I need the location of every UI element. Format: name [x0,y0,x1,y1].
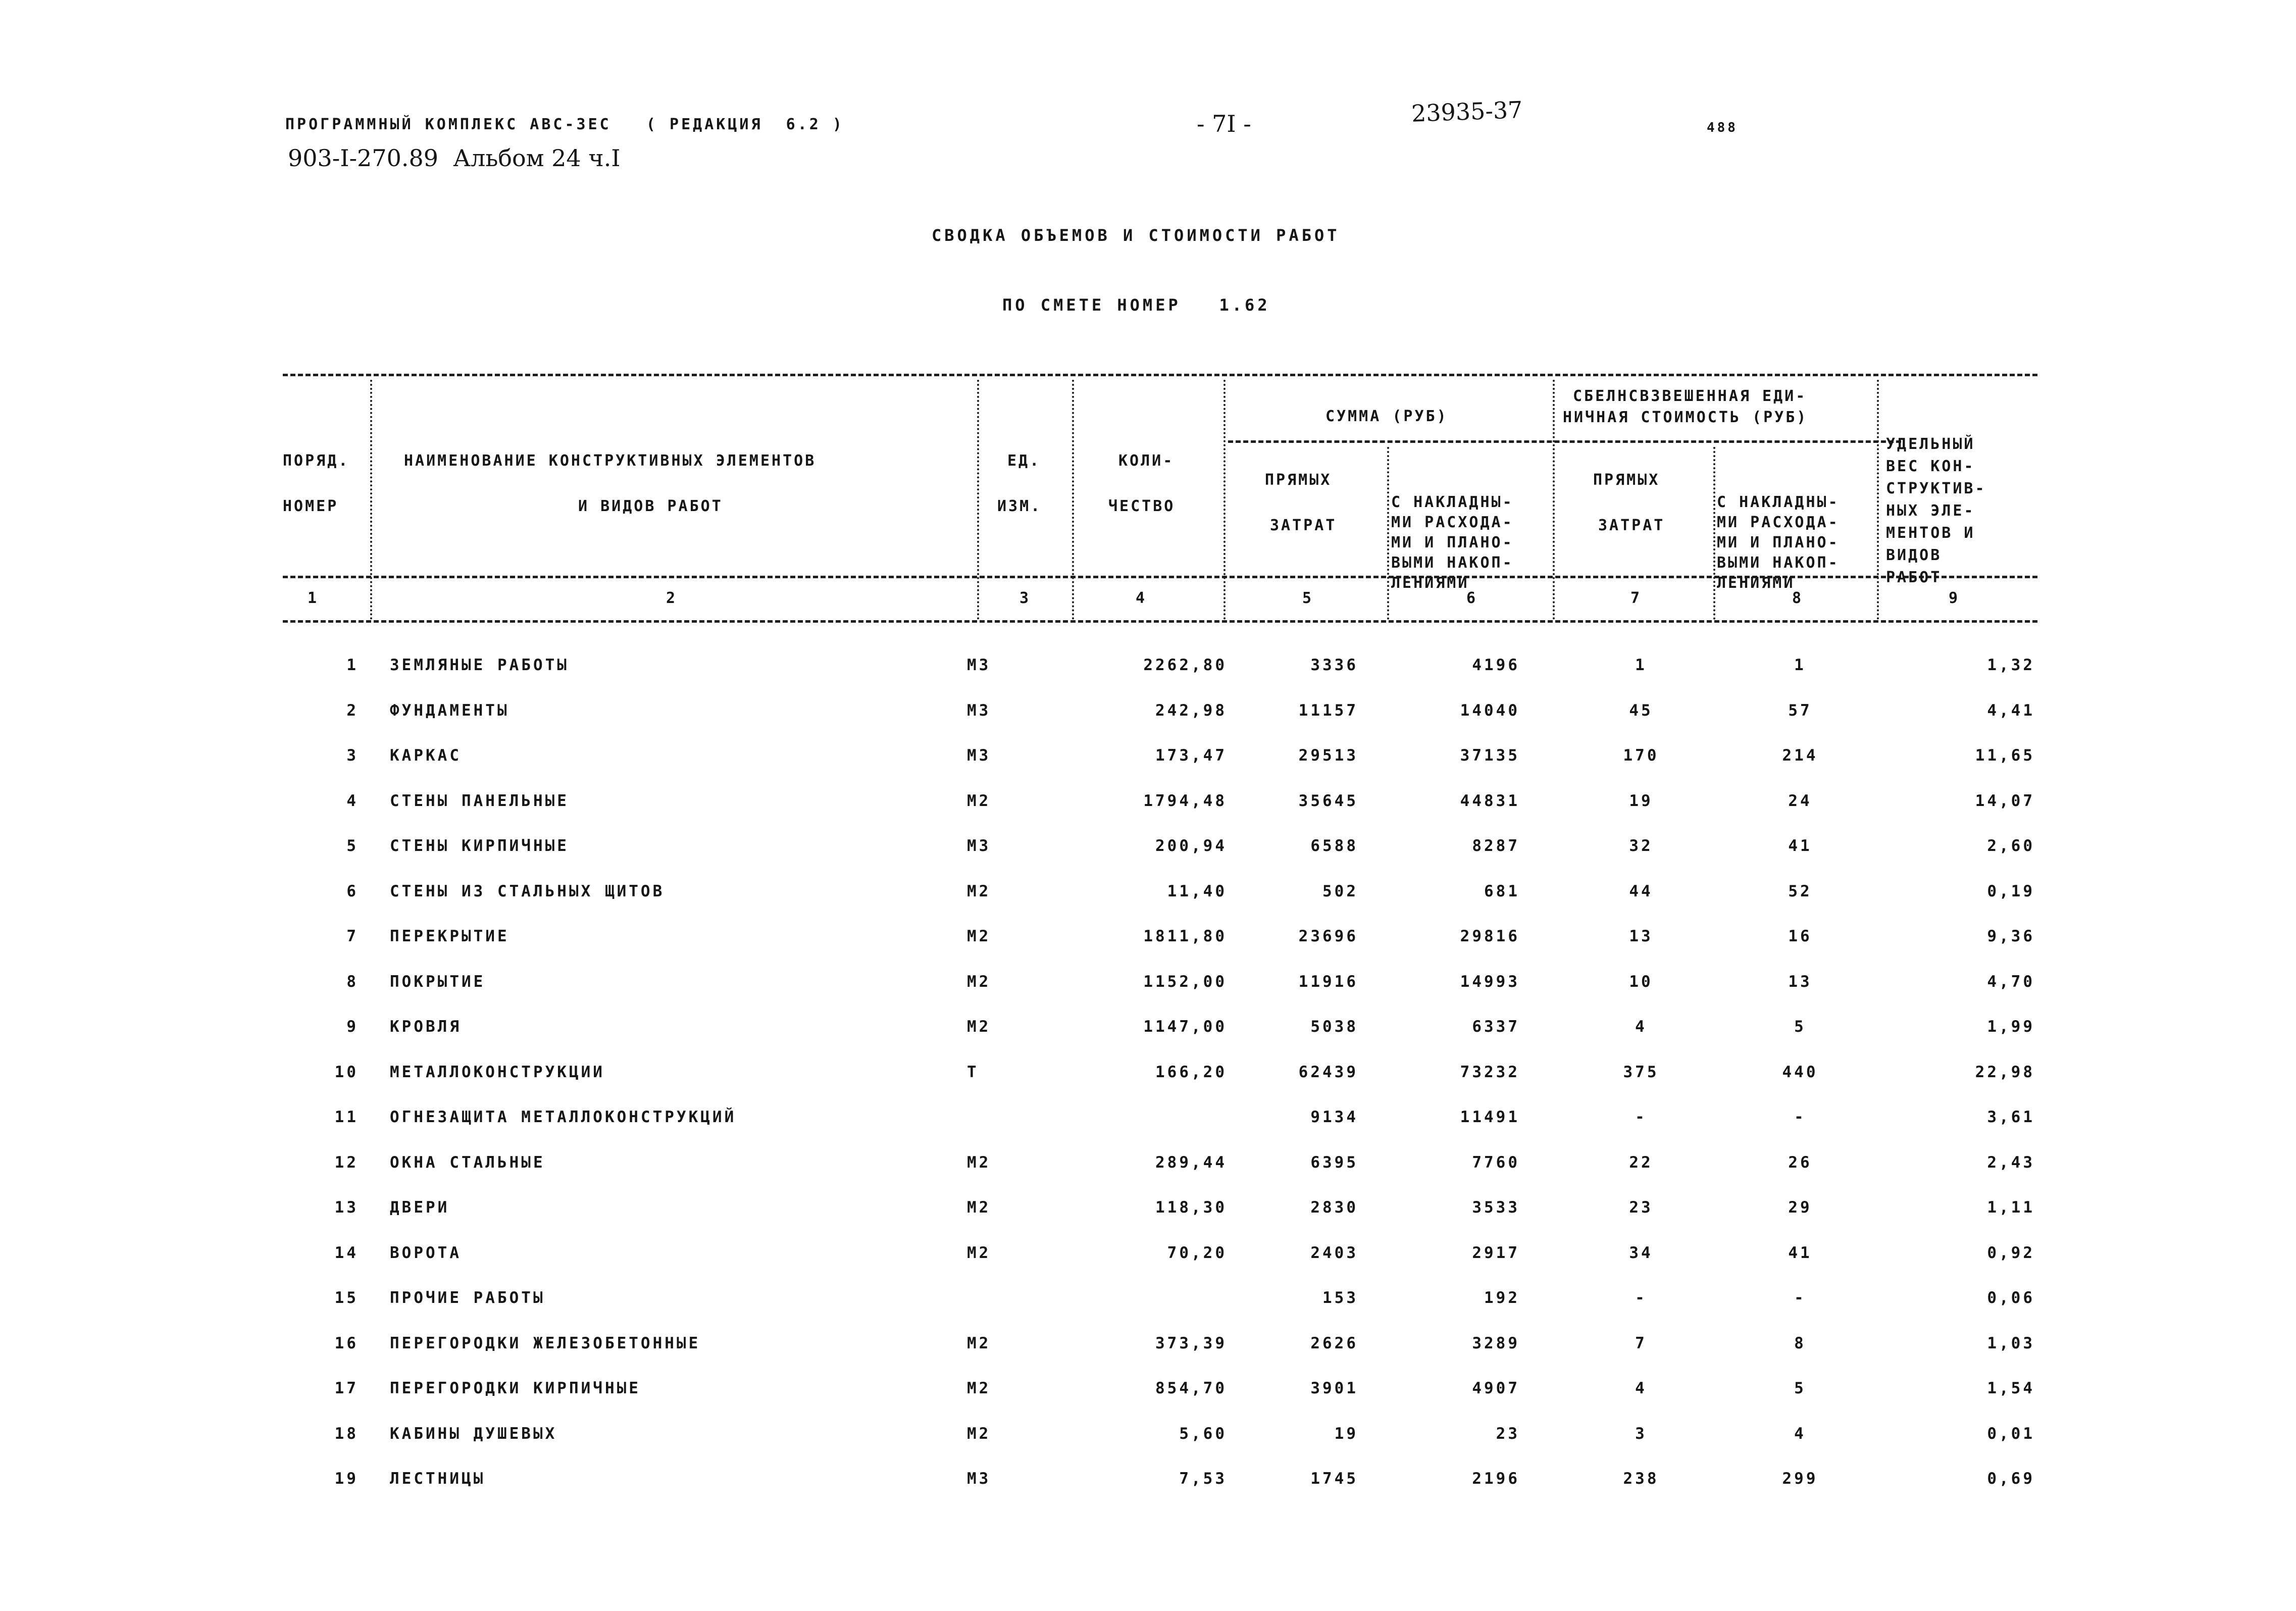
row-quantity: 7,53 [1179,1470,1227,1488]
col1-header: ПОРЯД. [283,452,350,470]
row-direct-cost: 62439 [1298,1063,1358,1081]
row-quantity: 1147,00 [1143,1018,1227,1036]
row-share: 2,60 [1987,837,2035,855]
col-number-8: 8 [1792,589,1804,607]
row-unit-direct: 34 [1629,1244,1653,1262]
row-unit: М3 [967,1470,991,1488]
row-number: 9 [346,1018,359,1036]
row-direct-cost: 153 [1322,1289,1358,1307]
row-unit-direct: 1 [1635,656,1647,674]
row-quantity: 173,47 [1155,746,1227,765]
row-share: 1,32 [1987,656,2035,674]
row-share: 14,07 [1975,792,2035,810]
unit-cost-group-header-sub: НИЧНАЯ СТОИМОСТЬ (РУБ) [1563,409,1808,426]
col-number-9: 9 [1948,589,1960,607]
unit-cost-group-header: СБЕЛНСВЗВЕШЕННАЯ ЕДИ- [1573,387,1807,405]
col7-header-sub: ЗАТРАТ [1598,517,1665,534]
row-share: 1,54 [1987,1379,2035,1397]
row-unit-direct: 238 [1623,1470,1659,1488]
row-unit: М2 [967,1425,991,1443]
row-direct-cost: 2626 [1310,1334,1358,1352]
row-unit-total: - [1794,1108,1806,1126]
row-direct-cost: 35645 [1298,792,1358,810]
row-element-name: СТЕНЫ ПАНЕЛЬНЫЕ [390,792,569,810]
row-element-name: СТЕНЫ ИЗ СТАЛЬНЫХ ЩИТОВ [390,882,665,900]
row-share: 3,61 [1987,1108,2035,1126]
row-unit-total: 440 [1782,1063,1818,1081]
row-total-cost: 23 [1496,1425,1520,1443]
row-unit-direct: 4 [1635,1018,1647,1036]
row-element-name: ПРОЧИЕ РАБОТЫ [390,1289,545,1307]
row-unit-total: 52 [1788,882,1812,900]
column-number-rule [283,620,2037,623]
row-total-cost: 44831 [1460,792,1520,810]
row-number: 12 [334,1153,359,1172]
col-separator [1072,380,1074,620]
row-unit: М3 [967,746,991,765]
page-number: - 7I - [1197,110,1251,137]
row-quantity: 166,20 [1155,1063,1227,1081]
row-element-name: ПЕРЕКРЫТИЕ [390,927,509,945]
row-element-name: КАРКАС [390,746,462,765]
row-number: 17 [334,1379,359,1397]
row-unit: М3 [967,701,991,720]
col-number-3: 3 [1019,589,1031,607]
row-direct-cost: 3336 [1310,656,1358,674]
col4-header-sub: ЧЕСТВО [1108,497,1176,515]
row-element-name: МЕТАЛЛОКОНСТРУКЦИИ [390,1063,605,1081]
row-unit-total: 41 [1788,837,1812,855]
row-direct-cost: 1745 [1310,1470,1358,1488]
row-unit-direct: 170 [1623,746,1659,765]
col4-header: КОЛИ- [1118,452,1175,470]
estimate-number: ПО СМЕТЕ НОМЕР 1.62 [1002,295,1270,315]
row-unit-total: 29 [1788,1198,1812,1217]
table-top-rule [283,374,2037,376]
row-quantity: 5,60 [1179,1425,1227,1443]
row-unit-direct: 4 [1635,1379,1647,1397]
col7-header: ПРЯМЫХ [1593,471,1660,489]
row-total-cost: 73232 [1460,1063,1520,1081]
row-unit: М2 [967,1198,991,1217]
row-direct-cost: 502 [1322,882,1358,900]
row-unit-direct: 22 [1629,1153,1653,1172]
col-number-1: 1 [307,589,319,607]
row-quantity: 2262,80 [1143,656,1227,674]
row-total-cost: 3289 [1472,1334,1520,1352]
row-unit-total: 13 [1788,973,1812,991]
row-number: 2 [346,701,359,720]
sum-group-header: СУММА (РУБ) [1325,408,1448,425]
col-separator [1713,447,1715,620]
row-unit-direct: 23 [1629,1198,1653,1217]
row-number: 5 [346,837,359,855]
album-reference: 903-I-270.89 Альбом 24 ч.I [288,144,621,172]
row-unit-total: - [1794,1289,1806,1307]
group-header-rule [1228,440,1901,443]
row-quantity: 1152,00 [1143,973,1227,991]
col5-header-sub: ЗАТРАТ [1270,517,1337,534]
row-unit-direct: 45 [1629,701,1653,720]
row-unit-total: 5 [1794,1379,1806,1397]
row-unit-total: 41 [1788,1244,1812,1262]
col-separator [1877,380,1879,620]
row-direct-cost: 29513 [1298,746,1358,765]
col3-header: ЕД. [1007,452,1041,470]
row-unit-total: 1 [1794,656,1806,674]
col-separator [1387,447,1389,620]
row-unit-direct: 10 [1629,973,1653,991]
row-element-name: ПОКРЫТИЕ [390,973,486,991]
row-total-cost: 192 [1484,1289,1520,1307]
row-total-cost: 2196 [1472,1470,1520,1488]
col-separator [1223,380,1226,620]
row-share: 1,99 [1987,1018,2035,1036]
row-element-name: ОКНА СТАЛЬНЫЕ [390,1153,545,1172]
row-element-name: ПЕРЕГОРОДКИ ЖЕЛЕЗОБЕТОННЫЕ [390,1334,701,1352]
row-unit: М2 [967,973,991,991]
row-share: 0,69 [1987,1470,2035,1488]
col-separator [370,380,372,620]
row-direct-cost: 3901 [1310,1379,1358,1397]
row-total-cost: 14040 [1460,701,1520,720]
col5-header: ПРЯМЫХ [1265,471,1332,489]
row-direct-cost: 2830 [1310,1198,1358,1217]
col-number-7: 7 [1630,589,1642,607]
row-share: 0,01 [1987,1425,2035,1443]
row-total-cost: 37135 [1460,746,1520,765]
row-element-name: ЗЕМЛЯНЫЕ РАБОТЫ [390,656,569,674]
row-unit: М2 [967,1018,991,1036]
row-total-cost: 11491 [1460,1108,1520,1126]
row-number: 13 [334,1198,359,1217]
row-unit: М2 [967,1334,991,1352]
row-total-cost: 2917 [1472,1244,1520,1262]
col1-header-sub: НОМЕР [283,497,339,515]
row-direct-cost: 23696 [1298,927,1358,945]
row-total-cost: 7760 [1472,1153,1520,1172]
row-unit-total: 4 [1794,1425,1806,1443]
row-unit: М3 [967,656,991,674]
row-number: 7 [346,927,359,945]
row-direct-cost: 11157 [1298,701,1358,720]
row-unit-total: 214 [1782,746,1818,765]
stamp-number: 488 [1707,120,1738,135]
row-unit-direct: 32 [1629,837,1653,855]
row-number: 15 [334,1289,359,1307]
row-share: 0,92 [1987,1244,2035,1262]
row-quantity: 118,30 [1155,1198,1227,1217]
row-unit-direct: 3 [1635,1425,1647,1443]
row-element-name: КАБИНЫ ДУШЕВЫХ [390,1425,557,1443]
row-total-cost: 681 [1484,882,1520,900]
row-unit: М2 [967,1244,991,1262]
row-number: 18 [334,1425,359,1443]
row-number: 19 [334,1470,359,1488]
row-unit: М2 [967,1379,991,1397]
row-unit-direct: 44 [1629,882,1653,900]
row-share: 9,36 [1987,927,2035,945]
row-element-name: ОГНЕЗАЩИТА МЕТАЛЛОКОНСТРУКЦИЙ [390,1108,737,1126]
row-unit: М2 [967,792,991,810]
row-unit-total: 57 [1788,701,1812,720]
row-direct-cost: 5038 [1310,1018,1358,1036]
row-direct-cost: 6395 [1310,1153,1358,1172]
row-quantity: 289,44 [1155,1153,1227,1172]
row-unit-direct: 13 [1629,927,1653,945]
col6-header: С НАКЛАДНЫ- МИ РАСХОДА- МИ И ПЛАНО- ВЫМИ НАКОП- ЛЕНИЯМИ [1391,493,1514,592]
row-direct-cost: 2403 [1310,1244,1358,1262]
row-share: 1,11 [1987,1198,2035,1217]
row-direct-cost: 19 [1334,1425,1358,1443]
row-element-name: ЛЕСТНИЦЫ [390,1470,486,1488]
col-separator [977,380,979,620]
row-share: 22,98 [1975,1063,2035,1081]
col-number-2: 2 [666,589,678,607]
row-share: 0,06 [1987,1289,2035,1307]
row-quantity: 70,20 [1167,1244,1227,1262]
row-total-cost: 4196 [1472,656,1520,674]
document-number: 23935-37 [1411,96,1523,127]
row-quantity: 1811,80 [1143,927,1227,945]
row-unit-total: 5 [1794,1018,1806,1036]
row-unit: М3 [967,837,991,855]
row-number: 11 [334,1108,359,1126]
row-quantity: 242,98 [1155,701,1227,720]
row-quantity: 373,39 [1155,1334,1227,1352]
row-total-cost: 6337 [1472,1018,1520,1036]
row-direct-cost: 6588 [1310,837,1358,855]
row-share: 0,19 [1987,882,2035,900]
row-number: 3 [346,746,359,765]
row-share: 4,70 [1987,973,2035,991]
row-unit-total: 24 [1788,792,1812,810]
row-share: 2,43 [1987,1153,2035,1172]
row-number: 4 [346,792,359,810]
row-total-cost: 29816 [1460,927,1520,945]
col8-header: С НАКЛАДНЫ- МИ РАСХОДА- МИ И ПЛАНО- ВЫМИ НАКОП- ЛЕНИЯМИ [1717,493,1840,592]
row-share: 4,41 [1987,701,2035,720]
row-share: 1,03 [1987,1334,2035,1352]
row-number: 14 [334,1244,359,1262]
row-unit: М2 [967,1153,991,1172]
row-element-name: ФУНДАМЕНТЫ [390,701,509,720]
row-element-name: ВОРОТА [390,1244,462,1262]
row-unit-total: 8 [1794,1334,1806,1352]
row-unit-direct: 375 [1623,1063,1659,1081]
row-unit-direct: - [1635,1108,1647,1126]
row-share: 11,65 [1975,746,2035,765]
col-number-5: 5 [1302,589,1314,607]
row-total-cost: 3533 [1472,1198,1520,1217]
row-element-name: КРОВЛЯ [390,1018,462,1036]
row-direct-cost: 11916 [1298,973,1358,991]
row-unit-direct: 7 [1635,1334,1647,1352]
col2-header-sub: И ВИДОВ РАБОТ [578,497,723,515]
col-number-6: 6 [1466,589,1478,607]
row-quantity: 1794,48 [1143,792,1227,810]
col2-header: НАИМЕНОВАНИЕ КОНСТРУКТИВНЫХ ЭЛЕМЕНТОВ [404,452,817,470]
row-number: 1 [346,656,359,674]
row-unit-direct: - [1635,1289,1647,1307]
row-quantity: 200,94 [1155,837,1227,855]
row-unit: М2 [967,882,991,900]
col3-header-sub: ИЗМ. [997,497,1042,515]
program-header: ПРОГРАММНЫЙ КОМПЛЕКС АВС-ЗЕС ( РЕДАКЦИЯ 6.2 ) [285,116,844,133]
col9-header: УДЕЛЬНЫЙ ВЕС КОН- СТРУКТИВ- НЫХ ЭЛЕ- МЕНТОВ И ВИДОВ РАБОТ [1886,435,1986,586]
row-total-cost: 8287 [1472,837,1520,855]
row-number: 10 [334,1063,359,1081]
row-unit: М2 [967,927,991,945]
row-total-cost: 14993 [1460,973,1520,991]
row-quantity: 11,40 [1167,882,1227,900]
row-unit: Т [967,1063,979,1081]
row-unit-total: 299 [1782,1470,1818,1488]
col-separator [1553,380,1555,620]
row-element-name: ДВЕРИ [390,1198,450,1217]
row-unit-total: 16 [1788,927,1812,945]
row-element-name: СТЕНЫ КИРПИЧНЫЕ [390,837,569,855]
row-element-name: ПЕРЕГОРОДКИ КИРПИЧНЫЕ [390,1379,641,1397]
row-unit-direct: 19 [1629,792,1653,810]
col-number-4: 4 [1135,589,1147,607]
document-title: СВОДКА ОБЪЕМОВ И СТОИМОСТИ РАБОТ [932,226,1340,245]
row-number: 16 [334,1334,359,1352]
row-quantity: 854,70 [1155,1379,1227,1397]
row-number: 8 [346,973,359,991]
row-direct-cost: 9134 [1310,1108,1358,1126]
row-total-cost: 4907 [1472,1379,1520,1397]
row-number: 6 [346,882,359,900]
row-unit-total: 26 [1788,1153,1812,1172]
